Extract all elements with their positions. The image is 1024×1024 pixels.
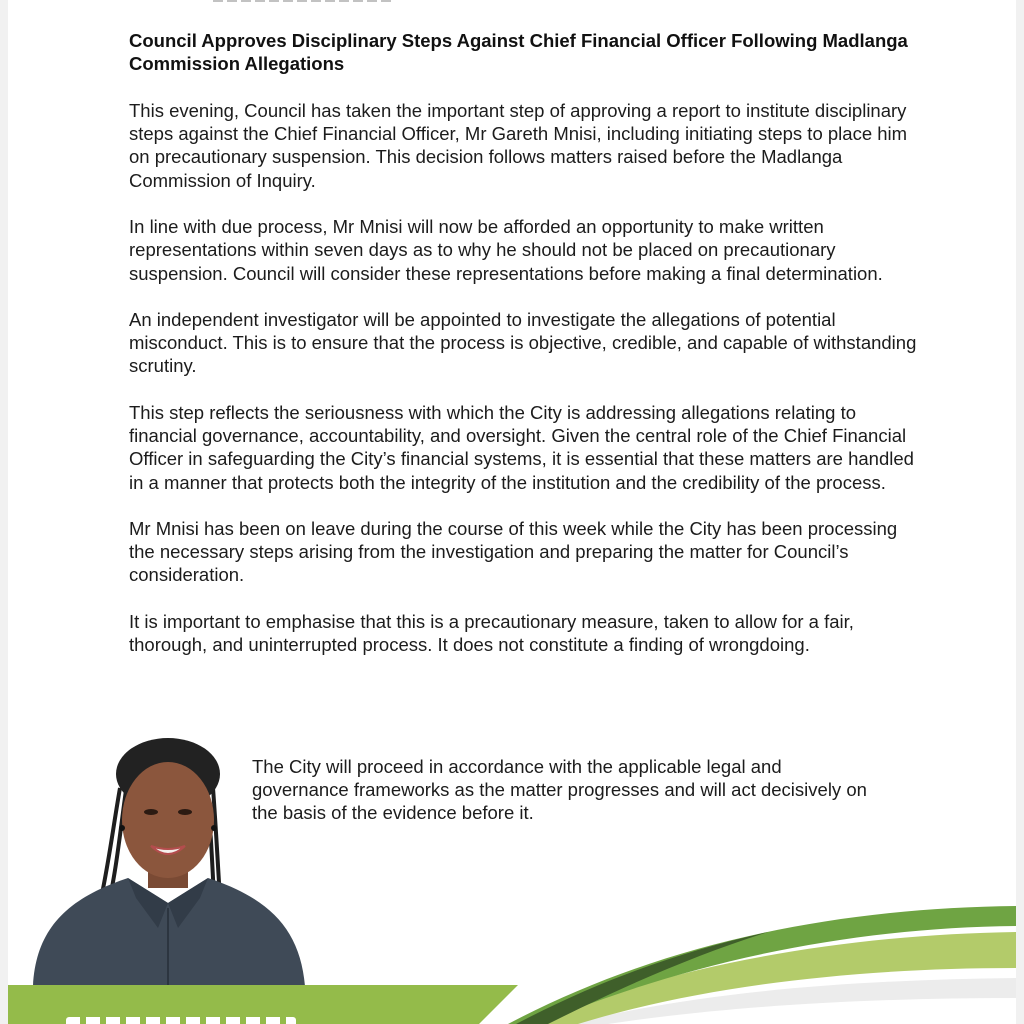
official-portrait xyxy=(8,728,308,986)
paragraph: Mr Mnisi has been on leave during the course of this week while the City has been processing the necessary steps arising from the investigation and preparing the matter for Council’s consideration. xyxy=(129,518,898,586)
face xyxy=(122,762,214,878)
paragraph: This step reflects the seriousness with which the City is addressing allegations relating to financial governance, accountability, and oversight. Given the central role of the Chief Financial Officer in safeguarding the City’s financial systems, it is essential that these matters are handled in a manner that protects both the integrity of the institution and the credibility of the process. xyxy=(129,401,914,493)
cropped-footer-name xyxy=(66,1017,296,1024)
paragraph: This evening, Council has taken the important step of approving a report to institute disciplinary steps against the Chief Financial Officer, Mr Gareth Mnisi, including initiating steps to place him on precautionary suspension. This decision follows matters raised before the Madlanga Commission of Inquiry. xyxy=(129,100,908,191)
paragraph: In line with due process, Mr Mnisi will now be afforded an opportunity to make written representations within seven days as to why he should not be placed on precautionary suspension. Council will consider these representations before making a final determination. xyxy=(129,216,883,284)
document-body xyxy=(129,99,919,680)
closing-paragraph: The City will proceed in accordance with the applicable legal and governance frameworks as the matter progresses and will act decisively on the basis of the evidence before it. xyxy=(252,756,867,824)
paragraph: An independent investigator will be appointed to investigate the allegations of potential misconduct. This is to ensure that the process is objective, credible, and capable of withstanding scrutiny. xyxy=(129,309,917,377)
paragraph: It is important to emphasise that this is a precautionary measure, taken to allow for a fair, thorough, and uninterrupted process. It does not constitute a finding of wrongdoing. xyxy=(129,610,854,656)
document-title: Council Approves Disciplinary Steps Against Chief Financial Officer Following Madlanga Commission Allegations xyxy=(129,30,908,74)
cropped-header-text xyxy=(213,0,393,2)
press-release-page xyxy=(8,0,1016,1024)
